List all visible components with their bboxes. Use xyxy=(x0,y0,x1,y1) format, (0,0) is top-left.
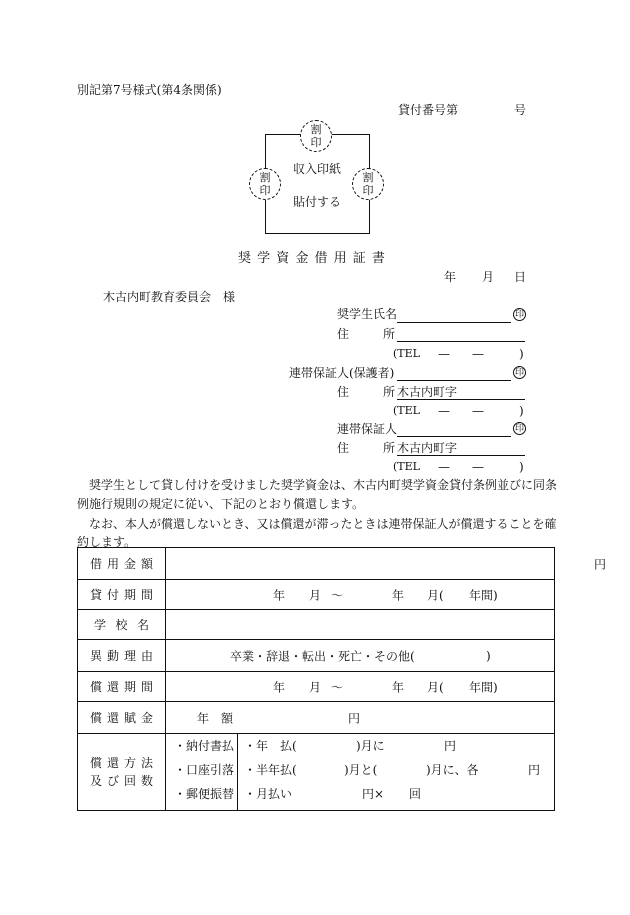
date-month: 月 xyxy=(482,270,495,284)
revenue-stamp-text-2: 貼付する xyxy=(293,195,342,209)
guarantor-parent-address-line xyxy=(397,399,525,400)
student-tel-dash-1: — xyxy=(438,347,450,361)
date-day: 日 xyxy=(514,270,527,284)
guarantor-tel-label: (TEL xyxy=(393,460,420,473)
repayment-period-years: 年間) xyxy=(469,680,498,694)
label-change-reason: 異 動 理 由 xyxy=(78,640,166,672)
repayment-period-end-month: 月( xyxy=(427,680,444,694)
guarantor-address-line xyxy=(397,455,525,456)
guarantor-tel-dash-1: — xyxy=(438,460,450,474)
guarantor-address-prefill: 木古内町字 xyxy=(397,441,458,455)
guarantor-parent-tel-dash-2: — xyxy=(472,404,484,418)
loan-amount-unit: 円 xyxy=(594,557,607,571)
value-installment[interactable] xyxy=(166,702,555,734)
table-row-school-name xyxy=(78,610,555,640)
split-seal-left: 割 印 xyxy=(249,168,281,200)
student-tel-label: (TEL xyxy=(393,347,420,360)
revenue-stamp-text-1: 収入印紙 xyxy=(293,162,342,176)
table-row-loan-amount xyxy=(78,548,555,580)
payment-option-bank-debit[interactable]: ・口座引落 xyxy=(174,763,235,777)
student-seal-icon: 印 xyxy=(514,310,524,320)
student-address-label-1: 住 xyxy=(337,327,350,341)
document-title: 奨 学 資 金 借 用 証 書 xyxy=(238,251,385,266)
loan-period-start-month: 月 xyxy=(309,588,322,602)
table-row-repayment-period xyxy=(78,672,555,702)
loan-number-suffix: 号 xyxy=(514,103,527,117)
repayment-period-end-year: 年 xyxy=(392,680,405,694)
body-paragraph-2-line-1: なお、本人が償還しないとき、又は償還が滞ったときは連帯保証人が償還することを確 xyxy=(89,517,557,531)
label-school-name: 学 校 名 xyxy=(78,610,166,640)
payment-plan-options xyxy=(238,734,554,810)
change-reason-options: 卒業・辞退・転出・死亡・その他( xyxy=(230,649,415,663)
value-loan-period[interactable] xyxy=(166,580,555,610)
plan-semiannual[interactable] xyxy=(244,758,554,782)
guarantor-parent-tel-label: (TEL xyxy=(393,404,420,417)
guarantor-parent-address-label-2: 所 xyxy=(383,385,396,399)
plan-monthly-unit: 円× xyxy=(362,787,385,801)
installment-annual-label: 年 額 xyxy=(197,711,234,725)
plan-annual[interactable] xyxy=(244,734,554,758)
plan-annual-unit: 円 xyxy=(444,739,457,753)
loan-period-end-month: 月( xyxy=(427,588,444,602)
plan-annual-mid: )月に xyxy=(356,739,385,753)
guarantor-address-label-1: 住 xyxy=(337,441,350,455)
split-seal-right: 割 印 xyxy=(352,168,384,200)
guarantor-parent-tel-dash-1: — xyxy=(438,404,450,418)
value-repayment-method xyxy=(166,734,555,811)
body-paragraph-1-line-2: 例施行規則の規定に従い、下記のとおり償還します。 xyxy=(77,497,365,511)
value-change-reason[interactable] xyxy=(166,640,555,672)
form-label: 別記第7号様式(第4条関係) xyxy=(77,83,222,97)
table-row-repayment-method xyxy=(78,734,555,811)
change-reason-close: ) xyxy=(486,648,491,663)
value-school-name[interactable] xyxy=(166,610,555,640)
payment-option-invoice[interactable]: ・納付書払 xyxy=(174,739,235,753)
repayment-period-start-month: 月 xyxy=(309,680,322,694)
payment-option-postal-transfer[interactable]: ・郵便振替 xyxy=(174,787,235,801)
loan-period-end-year: 年 xyxy=(392,588,405,602)
value-loan-amount[interactable] xyxy=(166,548,607,580)
repayment-period-tilde: ～ xyxy=(331,680,344,694)
guarantor-name-line xyxy=(397,436,511,437)
body-paragraph-1-line-1: 奨学生として貸し付けを受けました奨学資金は、木古内町奨学資金貸付条例並びに同条 xyxy=(89,478,558,492)
loan-period-years: 年間) xyxy=(469,588,498,602)
label-loan-period: 貸 付 期 間 xyxy=(78,580,166,610)
guarantor-tel-dash-2: — xyxy=(472,460,484,474)
table-row-change-reason xyxy=(78,640,555,672)
guarantor-parent-seal-icon: 印 xyxy=(514,368,524,378)
plan-semi-unit: 円 xyxy=(528,763,541,777)
loan-details-table xyxy=(77,547,607,811)
split-seal-top: 割 印 xyxy=(300,120,332,152)
table-row-loan-period xyxy=(78,580,555,610)
label-installment: 償 還 賦 金 xyxy=(78,702,166,734)
payment-method-options xyxy=(166,734,238,810)
label-loan-amount: 借 用 金 額 xyxy=(78,548,166,580)
guarantor-parent-label: 連帯保証人(保護者) xyxy=(289,366,395,380)
guarantor-parent-name-line xyxy=(397,380,511,381)
plan-monthly-label: ・月払い xyxy=(244,787,293,801)
guarantor-tel-close: ) xyxy=(519,460,524,474)
student-tel-close: ) xyxy=(519,347,524,361)
guarantor-seal-icon: 印 xyxy=(514,424,524,434)
addressee: 木古内町教育委員会 様 xyxy=(103,290,236,304)
guarantor-parent-address-label-1: 住 xyxy=(337,385,350,399)
student-name-label: 奨学生氏名 xyxy=(337,307,398,321)
label-repayment-method: 償 還 方 法 及 び 回 数 xyxy=(78,734,166,811)
guarantor-address-label-2: 所 xyxy=(383,441,396,455)
guarantor-parent-tel-close: ) xyxy=(519,404,524,418)
plan-semi-mid2: )月に、各 xyxy=(426,763,479,777)
body-paragraph-2-line-2: 約します。 xyxy=(77,535,137,549)
repayment-period-start-year: 年 xyxy=(273,680,286,694)
plan-semi-label: ・半年払( xyxy=(244,763,297,777)
plan-semi-mid: )月と( xyxy=(344,763,378,777)
student-name-line xyxy=(397,322,511,323)
student-address-label-2: 所 xyxy=(383,327,396,341)
date-year: 年 xyxy=(444,270,457,284)
loan-period-start-year: 年 xyxy=(273,588,286,602)
loan-number-label: 貸付番号第 xyxy=(398,103,459,117)
value-repayment-period[interactable] xyxy=(166,672,555,702)
student-address-line xyxy=(397,341,525,342)
installment-annual-unit: 円 xyxy=(348,711,361,725)
guarantor-parent-address-prefill: 木古内町字 xyxy=(397,385,458,399)
student-tel-dash-2: — xyxy=(472,347,484,361)
label-repayment-period: 償 還 期 間 xyxy=(78,672,166,702)
loan-period-tilde: ～ xyxy=(331,588,344,602)
plan-monthly-times: 回 xyxy=(409,787,422,801)
plan-monthly[interactable] xyxy=(244,782,554,806)
plan-annual-label: ・年 払( xyxy=(244,739,297,753)
guarantor-label: 連帯保証人 xyxy=(337,422,398,436)
table-row-installment xyxy=(78,702,555,734)
